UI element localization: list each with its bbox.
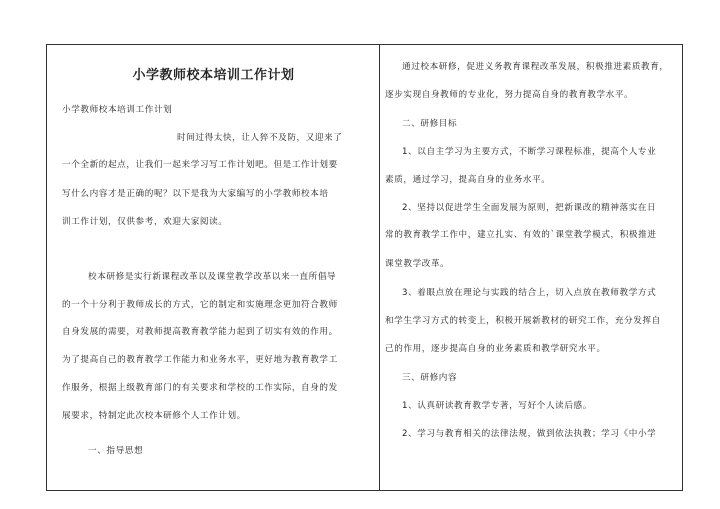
right-line-4: 1、以自主学习为主要方式，不断学习课程标准，提高个人专业 bbox=[402, 147, 657, 157]
right-line-10: 和学生学习方式的转变上，积极开展新教材的研究工作，充分发挥自 bbox=[385, 316, 661, 326]
left-line-4: 写什么内容才是正确的呢？以下是我为大家编写的小学教师校本培 bbox=[62, 189, 329, 199]
left-line-6: 校本研修是实行新课程改革以及课堂教学改革以来一直所倡导 bbox=[88, 272, 337, 282]
left-line-1: 小学教师校本培训工作计划 bbox=[62, 105, 173, 115]
right-line-14: 2、学习与教育相关的法律法规，做到依法执教；学习《中小学 bbox=[402, 429, 657, 439]
document-title: 小学教师校本培训工作计划 bbox=[132, 68, 295, 83]
left-line-11: 展要求，特制定此次校本研修个人工作计划。 bbox=[62, 411, 246, 421]
left-line-7: 的一个十分利于教师成长的方式，它的制定和实施理念更加符合教师 bbox=[62, 300, 338, 310]
left-line-12: 一、指导思想 bbox=[88, 446, 144, 456]
left-line-3: 一个全新的起点，让我们一起来学习写工作计划吧。但是工作计划要 bbox=[62, 160, 338, 170]
right-line-12: 三、研修内容 bbox=[402, 373, 458, 383]
left-line-10: 作服务，根据上级教育部门的有关要求和学校的工作实际，自身的发 bbox=[62, 383, 338, 393]
right-line-1: 通过校本研修，促进义务教育课程改革发展，积极推进素质教育， bbox=[402, 62, 669, 72]
right-line-9: 3、着眼点放在理论与实践的结合上，切入点放在教师教学方式 bbox=[402, 288, 657, 298]
left-line-9: 为了提高自己的教育教学工作能力和业务水平，更好地为教育教学工 bbox=[62, 355, 338, 365]
left-line-5: 训工作计划，仅供参考，欢迎大家阅读。 bbox=[62, 217, 228, 227]
right-line-3: 二、研修目标 bbox=[402, 119, 458, 129]
right-line-2: 逐步实现自身教师的专业化，努力提高自身的教育教学水平。 bbox=[385, 90, 634, 100]
right-line-7: 常的教育教学工作中，建立扎实、有效的`课堂教学模式，积极推进 bbox=[385, 230, 657, 240]
right-line-5: 素质，通过学习，提高自身的业务水平。 bbox=[385, 175, 551, 185]
left-line-8: 自身发展的需要，对教师提高教育教学能力起到了切实有效的作用。 bbox=[62, 327, 338, 337]
right-line-13: 1、认真研读教育教学专著，写好个人读后感。 bbox=[402, 401, 592, 411]
right-line-8: 课堂教学改革。 bbox=[385, 259, 450, 269]
right-line-11: 己的作用，逐步提高自身的业务素质和教学研究水平。 bbox=[385, 344, 606, 354]
right-line-6: 2、坚持以促进学生全面发展为原则，把新课改的精神落实在日 bbox=[402, 203, 657, 213]
left-line-2: 时间过得太快，让人猝不及防，又迎来了 bbox=[177, 133, 343, 143]
column-divider bbox=[379, 44, 380, 491]
